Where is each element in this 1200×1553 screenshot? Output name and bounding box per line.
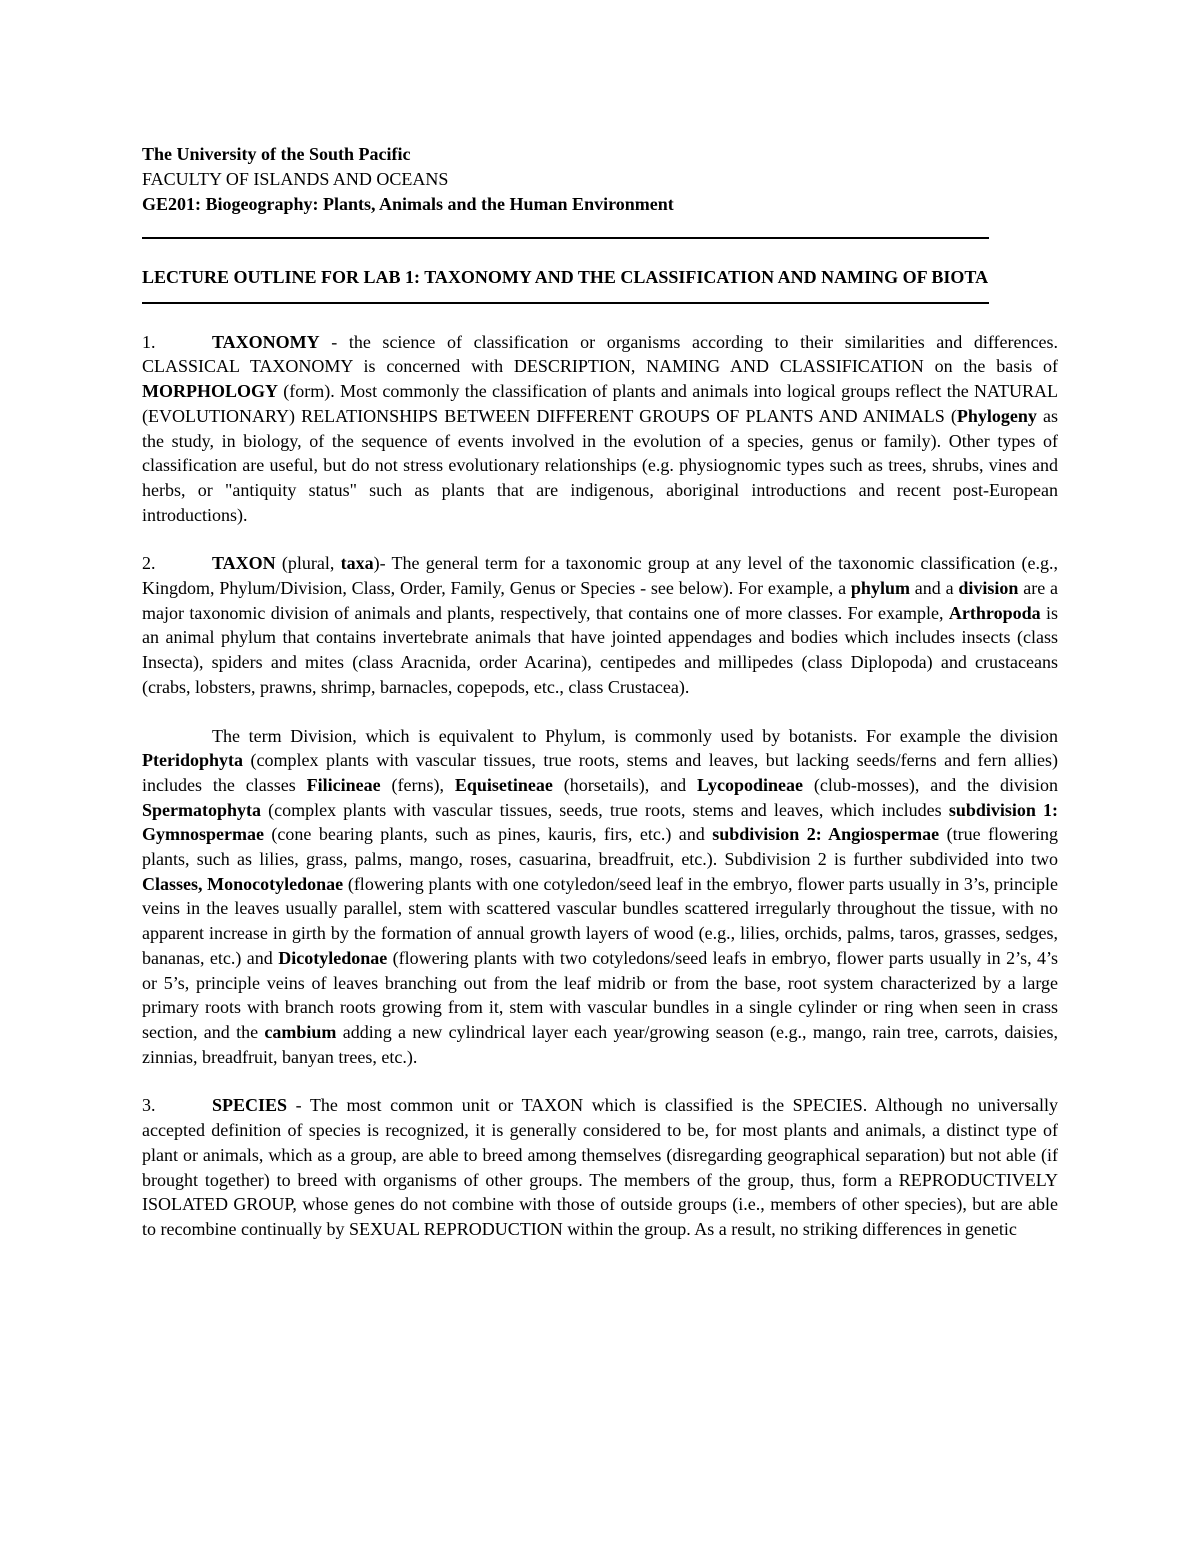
section-number: 1. (142, 331, 156, 352)
body-text: adding a new cylindrical layer each year/growing season (e.g., mango, rain tree, carrots, daisies, zinnias, breadfruit, banyan trees, etc.). (142, 1021, 1058, 1067)
body-text: )- The general term for a taxonomic group at any level of the taxonomic classification (e.g., Kingdom, Phylum/Division, Class, Order, Family, Genus or Species - see below). For example, a (142, 553, 1058, 599)
term-taxonomy: TAXONOMY (212, 331, 320, 352)
university-name: The University of the South Pacific (142, 144, 411, 164)
term-spermatophyta: Spermatophyta (142, 799, 262, 820)
body-text: (cone bearing plants, such as pines, kauris, firs, etc.) and (263, 824, 713, 845)
body-text: are a major taxonomic division of animals and plants, respectively, that contains one of more classes. For example, (142, 578, 1058, 623)
body-text: (horsetails), and (552, 774, 697, 795)
term-species: SPECIES (212, 1095, 288, 1116)
body-text: as the study, in biology, of the sequence of events involved in the evolution of a species, genus or family). Other types of classification are useful, but do not stress evolutionary relationships (e.g. physiognomic types such as trees, shrubs, vines and herbs, or "antiquity status" such as plants that are indigenous, aboriginal introductions and recent post-European introductions). (142, 405, 1058, 525)
term-subdivision-1: subdivision 1: Gymnospermae (142, 799, 1058, 845)
term-morphology: MORPHOLOGY (142, 381, 278, 402)
horizontal-rule-top (142, 237, 989, 239)
section-taxonomy (142, 330, 1058, 528)
body-text: (form). Most commonly the classification of plants and animals into logical groups reflect the NATURAL (EVOLUTIONARY) RELATIONSHIPS BETWEEN DIFFERENT GROUPS OF PLANTS AND ANIMALS ( (142, 381, 1058, 426)
section-division (142, 724, 1058, 1070)
term-lycopodineae: Lycopodineae (696, 774, 803, 795)
term-dicotyledonae: Dicotyledonae (278, 947, 388, 968)
term-equisetineae: Equisetineae (454, 774, 553, 795)
horizontal-rule-bottom (142, 302, 989, 304)
body-text: - The most common unit or TAXON which is classified is the SPECIES. Although no universally accepted definition of species is recognized, it is generally considered to be, for most plants and animals, a distinct type of plant or animals, which as a group, are able to breed among themselves (disregarding geographical separation) but not able (if brought together) to breed with organisms of other groups. The members of the group, thus, form a REPRODUCTIVELY ISOLATED GROUP, whose genes do not combine with those of outside groups (i.e., members of other species), but are able to recombine continually by SEXUAL REPRODUCTION within the group. As a result, no striking differences in genetic (142, 1095, 1058, 1239)
term-classes-monocotyledonae: Classes, Monocotyledonae (142, 873, 344, 894)
body-text: (club-mosses), and the division (803, 774, 1058, 795)
faculty-name: FACULTY OF ISLANDS AND OCEANS (142, 169, 449, 189)
term-cambium: cambium (264, 1021, 337, 1042)
body-text: - the science of classification or organisms according to their similarities and differences. CLASSICAL TAXONOMY is concerned with DESCRIPTION, NAMING AND CLASSIFICATION on the basis of (142, 331, 1058, 377)
body-text: (complex plants with vascular tissues, true roots, stems and leaves, but lacking seeds/ferns and fern allies) includes the classes (142, 750, 1058, 795)
term-division: division (958, 578, 1019, 599)
body-text: (flowering plants with one cotyledon/seed leaf in the embryo, flower parts usually in 3’s, principle veins in the leaves usually parallel, stem with scattered vascular bundles scattered irregularly throughout the tissue, with no apparent increase in girth by the formation of annual growth layers of wood (e.g., lilies, orchids, palms, taros, grasses, sedges, bananas, etc.) and (142, 873, 1058, 968)
term-filicineae: Filicineae (306, 774, 381, 795)
body-text: (flowering plants with two cotyledons/seed leafs in embryo, flower parts usually in 2’s, 4’s or 5’s, principle veins of leaves branching out from the leaf midrib or from the base, root system characterized by a large primary roots with branch roots growing from it, stem with vascular bundles in a single cylinder or ring when seen in crass section, and the (142, 947, 1059, 1042)
section-species (142, 1093, 1058, 1241)
term-taxon: TAXON (212, 553, 276, 574)
term-pteridophyta: Pteridophyta (142, 750, 243, 771)
document-page (142, 142, 1058, 1242)
body-text: (complex plants with vascular tissues, seeds, true roots, stems and leaves, which includes (261, 799, 949, 820)
term-arthropoda: Arthropoda (948, 602, 1041, 623)
section-number: 3. (142, 1095, 156, 1116)
body-text: (true flowering plants, such as lilies, grass, palms, mango, roses, casuarina, breadfruit, etc.). Subdivision 2 is further subdivided into two (142, 824, 1058, 870)
body-text: The term Division, which is equivalent to Phylum, is commonly used by botanists. For example the division (212, 725, 1058, 746)
body-text: (ferns), (380, 774, 455, 795)
term-phylogeny: Phylogeny (956, 405, 1037, 426)
body-text: (plural, (275, 553, 341, 574)
lecture-title: LECTURE OUTLINE FOR LAB 1: TAXONOMY AND THE CLASSIFICATION AND NAMING OF BIOTA (142, 267, 989, 287)
section-taxon (142, 551, 1058, 699)
course-title: GE201: Biogeography: Plants, Animals and the Human Environment (142, 194, 674, 214)
body-text: is an animal phylum that contains invertebrate animals that have jointed appendages and bodies which includes insects (class Insecta), spiders and mites (class Aracnida, order Acarina), centipedes and millipedes (class Diplopoda) and crustaceans (crabs, lobsters, prawns, shrimp, barnacles, copepods, etc., class Crustacea). (142, 602, 1058, 697)
section-number: 2. (142, 553, 156, 574)
term-subdivision-2: subdivision 2: Angiospermae (712, 824, 940, 845)
term-phylum: phylum (850, 578, 910, 599)
term-taxa: taxa (340, 553, 374, 574)
body-text: and a (909, 578, 959, 599)
